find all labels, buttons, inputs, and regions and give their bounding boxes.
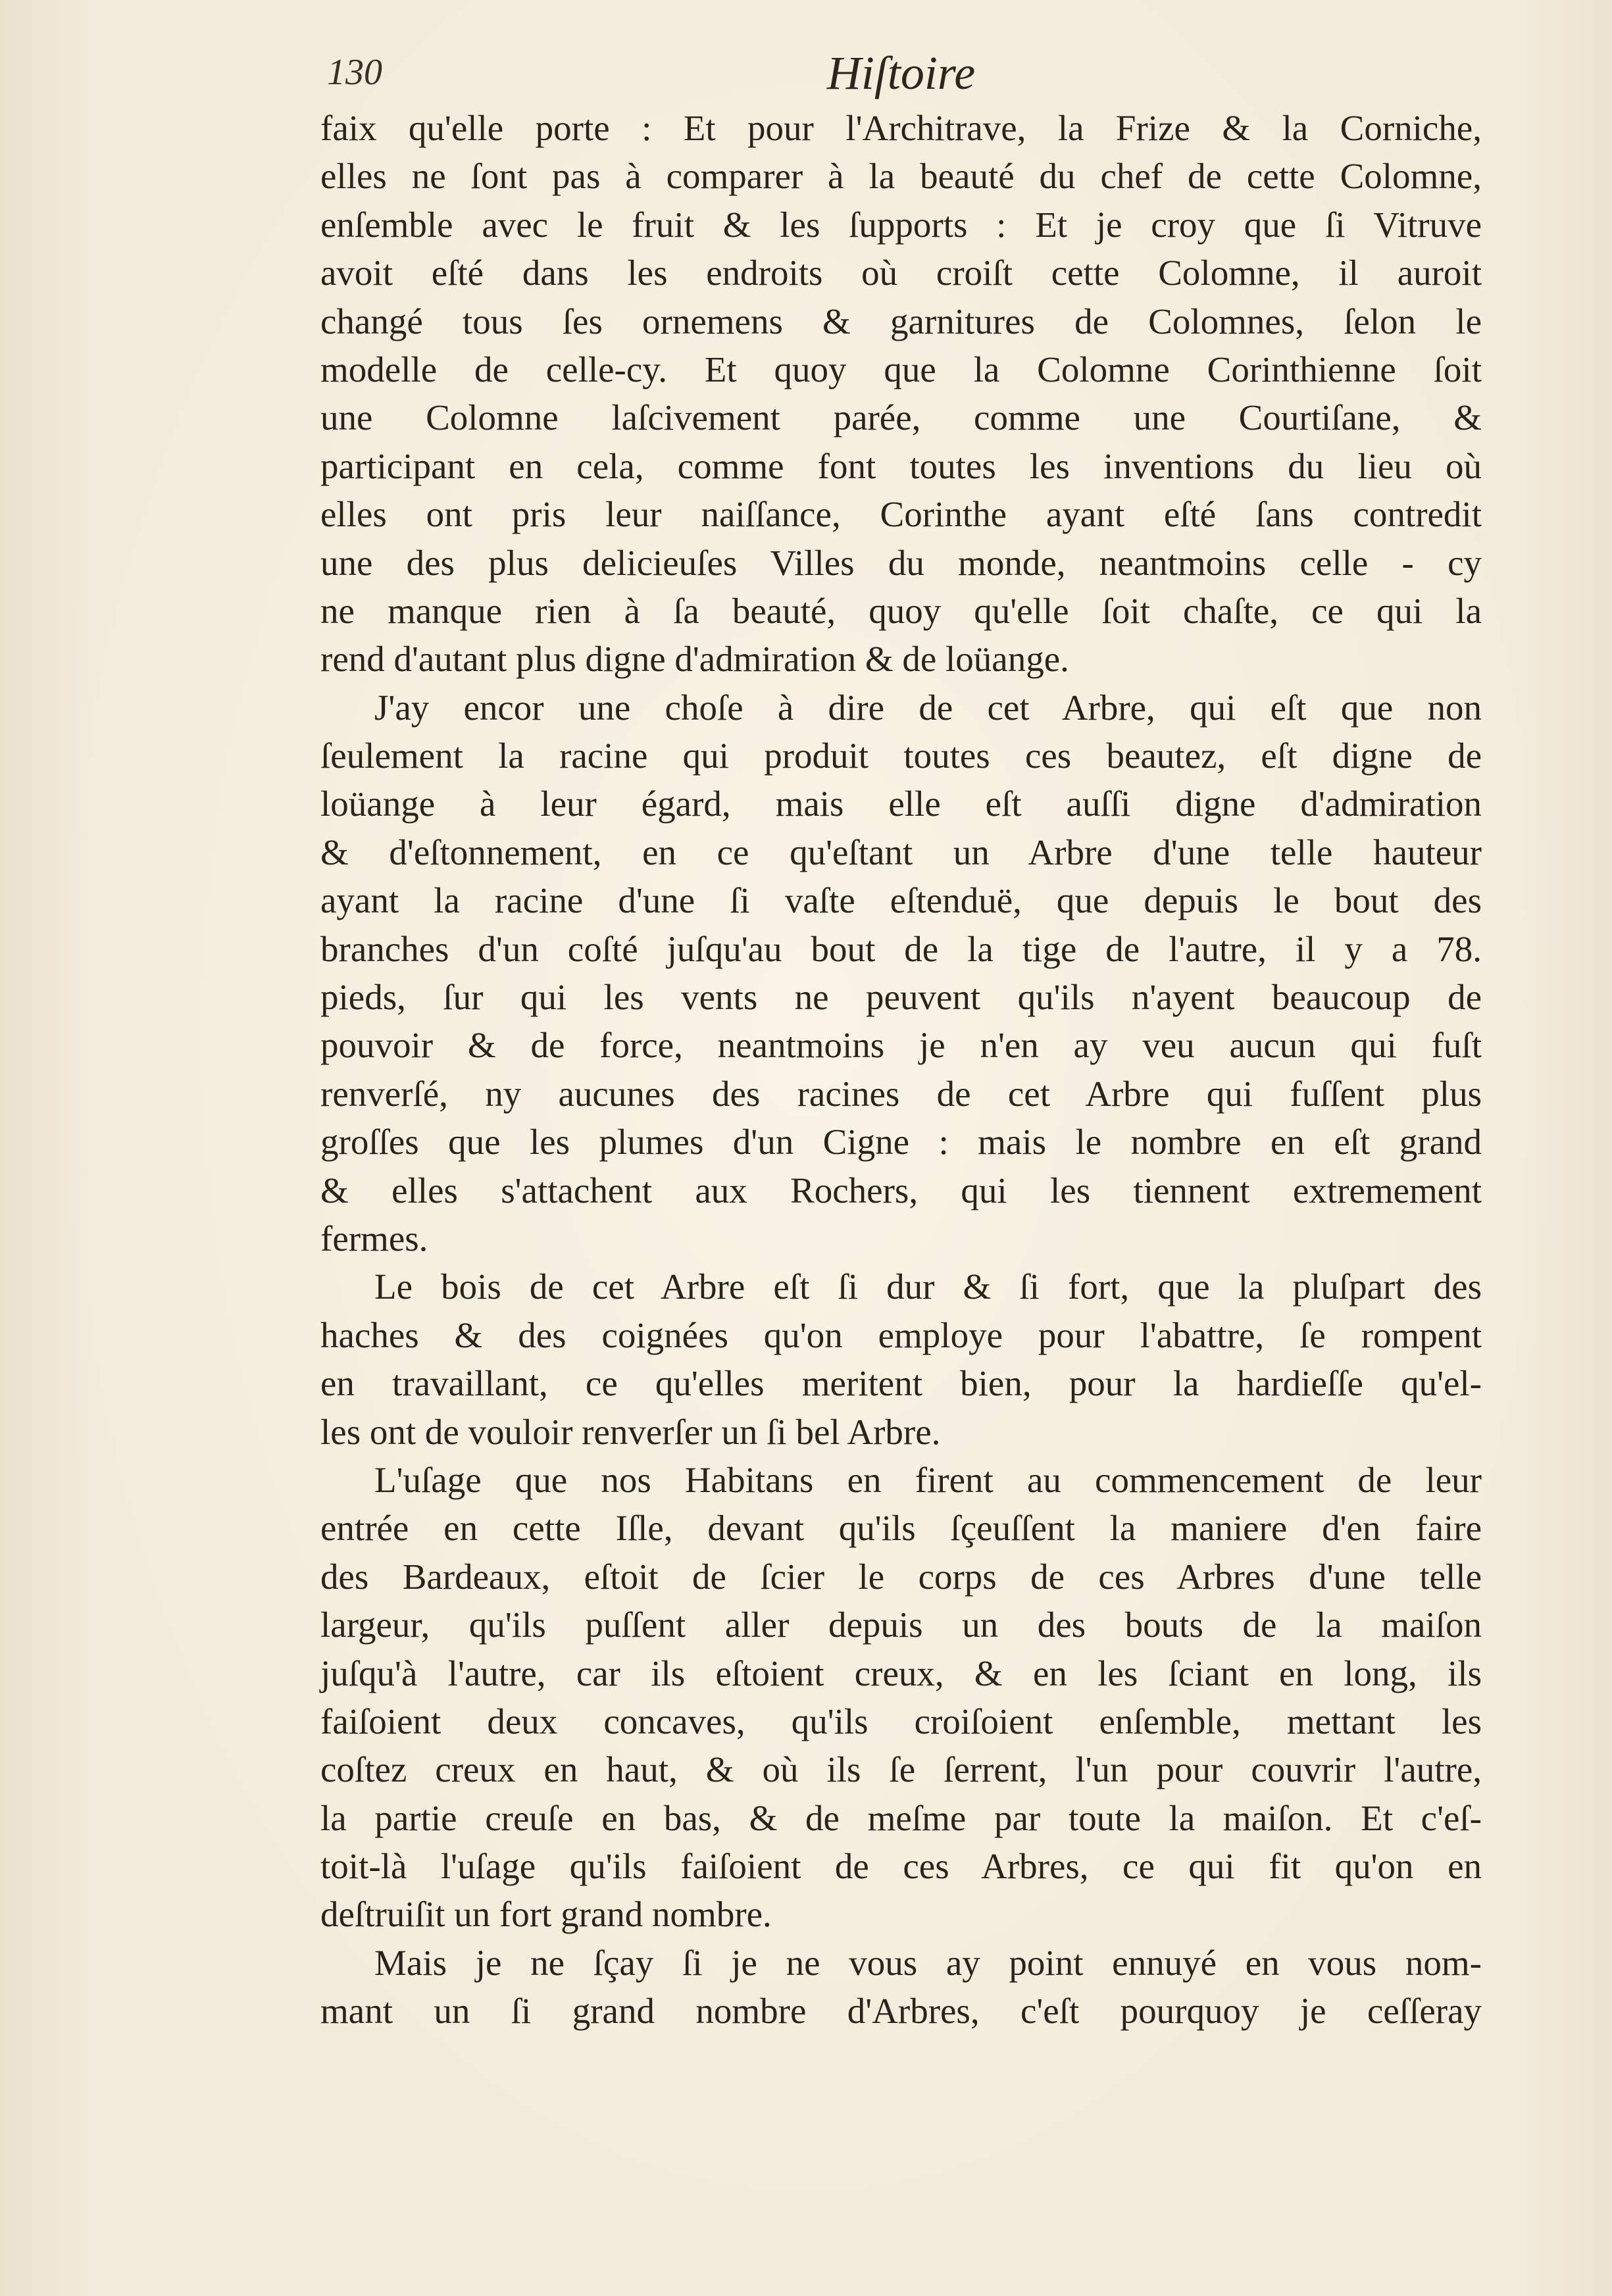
page-number: 130	[327, 52, 382, 93]
text-line-paragraph-end: les ont de vouloir renverſer un ſi bel Arbre.	[320, 1411, 941, 1452]
text-line: enſemble avec le fruit & les ſupports : Et je croy que ſi Vitruve	[320, 204, 1482, 245]
text-line: ſeulement la racine qui produit toutes ces beautez, eſt digne de	[320, 736, 1482, 776]
text-line-paragraph-end: deſtruiſit un fort grand nombre.	[320, 1894, 772, 1935]
text-line: la partie creuſe en bas, & de meſme par toute la maiſon. Et c'eſ-	[320, 1797, 1482, 1838]
text-line: elles ne ſont pas à comparer à la beauté du chef de cette Colomne,	[320, 156, 1482, 197]
text-line: ayant la racine d'une ſi vaſte eſtenduë, que depuis le bout des	[320, 880, 1482, 921]
text-line-paragraph-start: Mais je ne ſçay ſi je ne vous ay point ennuyé en vous nom-	[374, 1942, 1482, 1983]
running-title: Hiſtoire	[826, 47, 976, 99]
text-line: changé tous ſes ornemens & garnitures de Colomnes, ſelon le	[320, 301, 1482, 341]
text-line-paragraph-end: fermes.	[320, 1218, 428, 1259]
body-text	[320, 104, 1482, 2035]
text-line: des Bardeaux, eſtoit de ſcier le corps de ces Arbres d'une telle	[320, 1556, 1482, 1597]
text-line: entrée en cette Iſle, devant qu'ils ſçeuſſent la maniere d'en faire	[320, 1508, 1482, 1549]
text-line: pieds, ſur qui les vents ne peuvent qu'ils n'ayent beaucoup de	[320, 977, 1482, 1018]
text-line: branches d'un coſté juſqu'au bout de la tige de l'autre, il y a 78.	[320, 928, 1482, 969]
text-line: toit-là l'uſage qu'ils faiſoient de ces Arbres, ce qui fit qu'on en	[320, 1846, 1482, 1887]
text-line: faiſoient deux concaves, qu'ils croiſoient enſemble, mettant les	[320, 1701, 1482, 1741]
text-line: ne manque rien à ſa beauté, quoy qu'elle ſoit chaſte, ce qui la	[320, 590, 1482, 631]
text-line: largeur, qu'ils puſſent aller depuis un des bouts de la maiſon	[320, 1605, 1482, 1645]
text-line: une Colomne laſcivement parée, comme une Courtiſane, &	[320, 397, 1482, 438]
text-line-paragraph-end: rend d'autant plus digne d'admiration & de loüange.	[320, 639, 1069, 680]
text-line: & elles s'attachent aux Rochers, qui les tiennent extremement	[320, 1170, 1482, 1210]
text-line: avoit eſté dans les endroits où croiſt cette Colomne, il auroit	[320, 253, 1482, 293]
text-line: elles ont pris leur naiſſance, Corinthe ayant eſté ſans contredit	[320, 494, 1482, 535]
text-line: haches & des coignées qu'on employe pour l'abattre, ſe rompent	[320, 1314, 1482, 1355]
text-line: loüange à leur égard, mais elle eſt auſſi digne d'admiration	[320, 784, 1482, 824]
text-line: coſtez creux en haut, & où ils ſe ſerrent, l'un pour couvrir l'autre,	[320, 1749, 1482, 1790]
text-line-paragraph-start: Le bois de cet Arbre eſt ſi dur & ſi fort, que la pluſpart des	[374, 1266, 1482, 1307]
text-line: une des plus delicieuſes Villes du monde, neantmoins celle - cy	[320, 542, 1482, 583]
text-line: pouvoir & de force, neantmoins je n'en ay veu aucun qui fuſt	[320, 1025, 1482, 1066]
text-line: juſqu'à l'autre, car ils eſtoient creux, & en les ſciant en long, ils	[320, 1653, 1482, 1693]
text-line-paragraph-start: J'ay encor une choſe à dire de cet Arbre, qui eſt que non	[374, 687, 1482, 728]
text-line: en travaillant, ce qu'elles meritent bien, pour la hardieſſe qu'el-	[320, 1363, 1482, 1404]
text-line: participant en cela, comme font toutes les inventions du lieu où	[320, 445, 1482, 486]
text-line: groſſes que les plumes d'un Cigne : mais le nombre en eſt grand	[320, 1122, 1482, 1162]
text-line: modelle de celle-cy. Et quoy que la Colomne Corinthienne ſoit	[320, 349, 1482, 389]
running-head	[320, 39, 1482, 105]
text-line: renverſé, ny aucunes des racines de cet Arbre qui fuſſent plus	[320, 1073, 1482, 1114]
text-line: mant un ſi grand nombre d'Arbres, c'eſt pourquoy je ceſſeray	[320, 1991, 1482, 2032]
text-line-paragraph-start: L'uſage que nos Habitans en firent au commencement de leur	[374, 1459, 1482, 1500]
text-line: faix qu'elle porte : Et pour l'Architrave, la Frize & la Corniche,	[320, 108, 1482, 148]
text-line: & d'eſtonnement, en ce qu'eſtant un Arbre d'une telle hauteur	[320, 832, 1482, 872]
